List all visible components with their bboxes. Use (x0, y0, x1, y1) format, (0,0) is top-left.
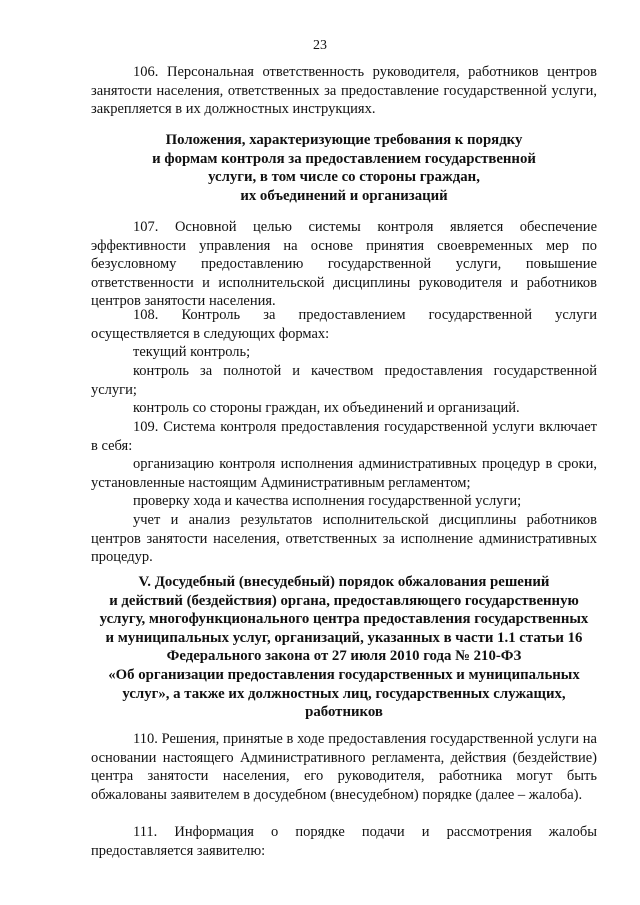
heading-line: «Об организации предоставления государственных и муниципальных (108, 666, 580, 683)
heading-line: и действий (бездействия) органа, предоставляющего государственную (109, 592, 579, 609)
heading-line: Федерального закона от 27 июля 2010 года № 210-ФЗ (166, 648, 522, 665)
paragraph: учет и анализ результатов исполнительской дисциплины работников центров занятости населения, ответственных за исполнение административных процедур. (91, 512, 597, 566)
paragraph: проверку хода и качества исполнения государственной услуги; (133, 493, 522, 509)
paragraph: организацию контроля исполнения административных процедур в сроки, установленные настоящим Административным регламентом; (91, 456, 597, 491)
heading-line: услуги, в том числе со стороны граждан, (208, 169, 480, 186)
heading-line: и формам контроля за предоставлением государственной (152, 150, 536, 167)
heading-line: работников (305, 704, 383, 721)
heading-line: Положения, характеризующие требования к порядку (165, 132, 523, 148)
page-number: 23 (313, 38, 327, 53)
heading-line: V. Досудебный (внесудебный) порядок обжалования решений (138, 574, 550, 590)
paragraph: 109. Система контроля предоставления государственной услуги включает в себя: (91, 419, 597, 454)
paragraph: 111. Информация о порядке подачи и рассмотрения жалобы предоставляется заявителю: (91, 824, 597, 859)
heading-line: услуг», а также их должностных лиц, государственных служащих, (122, 685, 566, 702)
paragraph: 106. Персональная ответственность руководителя, работников центров занятости населения, ответственных за предоставление государственной услуги, закрепляется в их должностных инструкциях. (91, 64, 597, 118)
heading-line: их объединений и организаций (240, 187, 448, 204)
paragraph: текущий контроль; (133, 344, 251, 360)
heading-line: услугу, многофункционального центра предоставления государственных (99, 611, 589, 628)
paragraph: контроль за полнотой и качеством предоставления государственной услуги; (91, 363, 597, 398)
section-heading (91, 573, 597, 722)
section-heading (91, 131, 597, 205)
paragraph: 110. Решения, принятые в ходе предоставления государственной услуги на основании настоящего Административного регламента, действия (бездействие) центра занятости населения, его руководителя, работника могут быть обжалованы заявителем в досудебном (внесудебном) порядке (далее – жалоба). (91, 731, 597, 803)
heading-line: и муниципальных услуг, организаций, указанных в части 1.1 статьи 16 (105, 629, 583, 646)
paragraph: 108. Контроль за предоставлением государственной услуги осуществляется в следующих формах: (91, 307, 597, 342)
paragraph: контроль со стороны граждан, их объединений и организаций. (133, 400, 520, 416)
paragraph: 107. Основной целью системы контроля является обеспечение эффективности управления на основе принятия своевременных мер по безусловному предоставлению государственной услуги, повышение ответственности и исполнительской дисциплины руководителя и работников центров занятости населения. (91, 219, 597, 310)
